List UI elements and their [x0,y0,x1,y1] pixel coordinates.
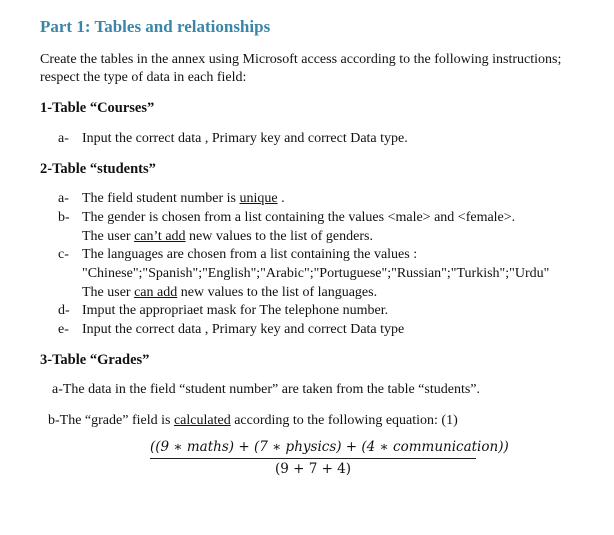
underlined-text: can add [134,285,178,300]
languages-list: "Chinese";"Spanish";"English";"Arabic";"Portuguese";"Russian";"Turkish";"Urdu" [82,266,550,281]
list-item [58,130,408,148]
list-item-text: The field student number is [82,191,240,206]
list-item [58,190,285,208]
intro-line-2: respect the type of data in each field: [40,70,247,85]
list-item [58,209,515,227]
list-marker: c- [58,247,69,262]
list-item [58,321,404,339]
list-item-text: new values to the list of languages. [177,285,378,300]
underlined-text: unique [239,191,278,206]
list-marker: e- [58,322,69,337]
section-title-students: 2-Table “students” [40,161,156,177]
list-item-text: Input the correct data , Primary key and correct Data type [82,322,405,337]
underlined-text: calculated [173,413,231,428]
list-item-continuation [82,228,373,246]
list-item-text: The languages are chosen from a list containing the values : [82,247,418,262]
grade-formula [150,439,509,477]
list-item [58,302,388,320]
section-title-grades: 3-Table “Grades” [40,352,150,368]
list-item-text: The gender is chosen from a list containing the values <male> and <female>. [82,210,516,225]
list-marker: b- [58,210,70,225]
formula-numerator: ((9 ∗ maths) + (7 ∗ physics) + (4 ∗ communication)) [150,439,509,455]
list-item-text: The user [82,285,135,300]
list-item [58,246,417,264]
list-marker: a- [58,191,69,206]
page-title: Part 1: Tables and relationships [40,17,271,36]
list-item-text: b-The “grade” field is [48,413,174,428]
list-item-text: Imput the appropriaet mask for The telephone number. [82,303,389,318]
list-item-continuation [82,265,549,283]
list-item: a-The data in the field “student number” are taken from the table “students”. [52,382,480,397]
underlined-text: can’t add [134,229,186,244]
intro-line-1: Create the tables in the annex using Microsoft access according to the following instructions; [40,52,562,67]
list-item-text: . [277,191,285,206]
list-marker: d- [58,303,70,318]
section-title-courses: 1-Table “Courses” [40,100,155,116]
list-item-text: Input the correct data , Primary key and correct Data type. [82,131,408,146]
list-item-text: new values to the list of genders. [185,229,373,244]
list-item-text: The user [82,229,135,244]
list-item-text: according to the following equation: (1) [230,413,458,428]
formula-denominator: (9 + 7 + 4) [274,461,352,477]
list-marker: a- [58,131,69,146]
fraction-bar [150,458,476,459]
list-item [48,412,458,430]
list-item-continuation [82,284,377,302]
